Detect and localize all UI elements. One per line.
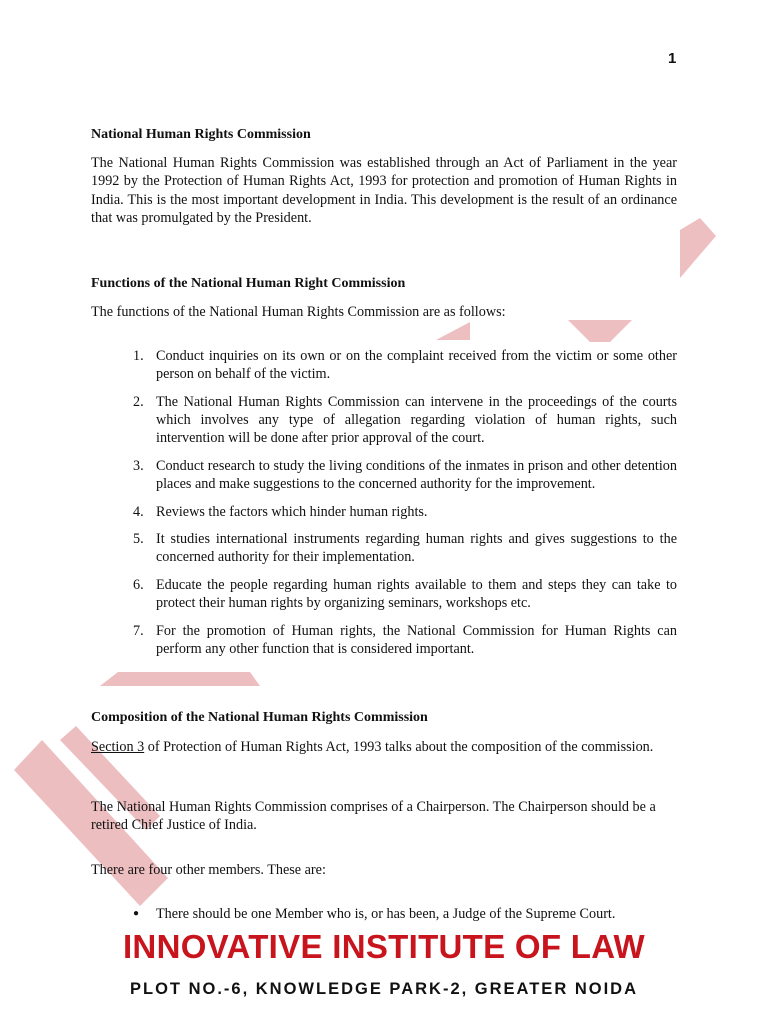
function-item: [91, 576, 677, 613]
members-intro: There are four other members. These are:: [91, 862, 326, 878]
function-item: [91, 530, 677, 567]
heading-nhrc: National Human Rights Commission: [91, 127, 311, 142]
function-item-text: Conduct inquiries on its own or on the complaint received from the victim or some other person on behalf of the victim.: [156, 348, 677, 383]
composition-paragraph-text: of Protection of Human Rights Act, 1993 talks about the composition of the commission.: [144, 739, 654, 755]
function-item-text: For the promotion of Human rights, the National Commission for Human Rights can perform any other function that is considered important.: [156, 622, 677, 657]
function-item-number: 5.: [133, 531, 144, 548]
members-list: [91, 905, 677, 923]
composition-paragraph: [91, 738, 677, 756]
functions-intro: The functions of the National Human Rights Commission are as follows:: [91, 304, 506, 320]
institute-name: INNOVATIVE INSTITUTE OF LAW: [122, 928, 646, 965]
page-number: 1: [668, 50, 677, 67]
function-item-number: 4.: [133, 503, 144, 520]
function-item-text: Conduct research to study the living conditions of the inmates in prison and other detention places and make suggestions to the concerned authority for the improvement.: [156, 457, 677, 493]
member-item-text: There should be one Member who is, or has been, a Judge of the Supreme Court.: [156, 906, 616, 922]
function-item: [91, 503, 677, 521]
function-item-number: 6.: [133, 576, 144, 593]
function-item-text: The National Human Rights Commission can intervene in the proceedings of the courts which involves any type of allegation regarding violation of human rights, such intervention will be done after prior approval of the court.: [156, 393, 677, 447]
function-item-number: 2.: [133, 393, 144, 410]
function-item: [91, 457, 677, 494]
function-item: [91, 393, 677, 448]
institute-address: PLOT NO.-6, KNOWLEDGE PARK-2, GREATER NOIDA: [130, 980, 638, 998]
chairperson-paragraph: The National Human Rights Commission comprises of a Chairperson. The Chairperson should be a retired Chief Justice of India.: [91, 799, 656, 834]
function-item-number: 1.: [133, 348, 144, 364]
function-item: [91, 347, 677, 384]
function-item-text: It studies international instruments regarding human rights and gives suggestions to the concerned authority for their implementation.: [156, 531, 677, 566]
functions-list: [91, 347, 677, 667]
heading-functions: Functions of the National Human Right Commission: [91, 276, 406, 291]
bullet-icon: ●: [133, 908, 140, 919]
function-item: [91, 622, 677, 659]
heading-composition: Composition of the National Human Rights Commission: [91, 710, 428, 725]
nhrc-intro-paragraph: The National Human Rights Commission was established through an Act of Parliament in the year 1992 by the Protection of Human Rights Act, 1993 for protection and promotion of Human Rights in India. This is the most important development in India. This development is the result of an ordinance that was promulgated by the President.: [91, 155, 677, 226]
section-3-link[interactable]: Section 3: [91, 739, 145, 755]
function-item-text: Reviews the factors which hinder human rights.: [156, 503, 428, 520]
function-item-number: 7.: [133, 622, 144, 639]
member-item: [91, 905, 677, 923]
function-item-number: 3.: [133, 457, 144, 474]
function-item-text: Educate the people regarding human rights available to them and steps they can take to protect their human rights by organizing seminars, workshops etc.: [156, 576, 677, 612]
